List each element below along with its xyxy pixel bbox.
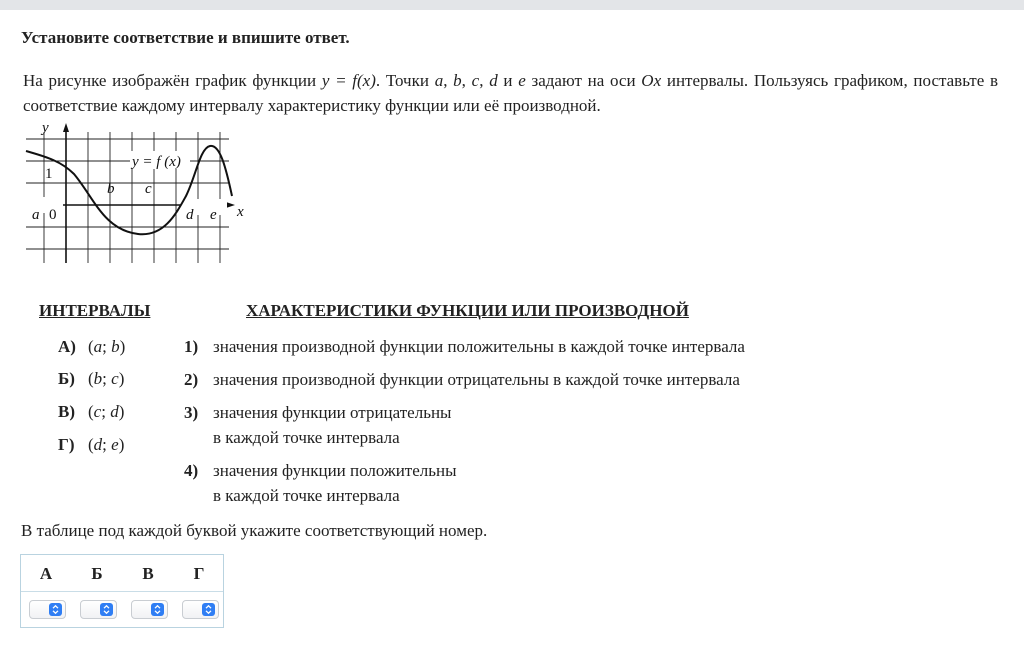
interval-row-v: В) (c; d) — [58, 402, 125, 421]
answer-table-divider — [21, 591, 223, 592]
select-arrows-icon — [151, 603, 164, 616]
characteristic-1: 1) значения производной функции положительны в каждой точке интервала — [184, 337, 745, 356]
answer-header-g: Г — [193, 564, 205, 583]
select-arrows-icon — [202, 603, 215, 616]
point-b: b — [107, 181, 115, 197]
answer-select-b[interactable] — [80, 600, 117, 619]
answer-header-v: В — [142, 564, 154, 583]
characteristic-4: 4) значения функции положительны в каждой точке интервала — [184, 461, 457, 505]
answer-header-a: А — [39, 564, 53, 583]
answer-select-a[interactable] — [29, 600, 66, 619]
task-heading: Установите соответствие и впишите ответ. — [21, 28, 350, 47]
answer-select-g[interactable] — [182, 600, 219, 619]
characteristic-2: 2) значения производной функции отрицательны в каждой точке интервала — [184, 370, 740, 389]
select-arrows-icon — [100, 603, 113, 616]
curve-label: y = f (x) — [132, 154, 181, 170]
graph-svg — [18, 118, 250, 268]
answer-header-b: Б — [91, 564, 103, 583]
select-arrows-icon — [49, 603, 62, 616]
interval-row-a: А) (a; b) — [58, 337, 126, 356]
function-graph — [18, 118, 250, 273]
y-axis-label: y — [42, 120, 49, 136]
top-bar — [0, 0, 1024, 10]
characteristics-header: ХАРАКТЕРИСТИКИ ФУНКЦИИ ИЛИ ПРОИЗВОДНОЙ — [246, 301, 689, 320]
answer-select-v[interactable] — [131, 600, 168, 619]
instruction-text: В таблице под каждой буквой укажите соответствующий номер. — [21, 521, 488, 540]
point-c: c — [145, 181, 152, 197]
answer-table — [20, 554, 224, 628]
x-axis-label: x — [237, 204, 244, 220]
point-d: d — [186, 207, 194, 223]
interval-row-g: Г) (d; e) — [58, 435, 125, 454]
task-text: На рисунке изображён график функции y = f(x). Точки a, b, c, d и e задают на оси Ox интервалы. Пользуясь графиком, поставьте в соответствие каждому интервалу характеристику функции или её производной. — [23, 71, 999, 115]
interval-row-b: Б) (b; c) — [58, 369, 125, 388]
point-e: e — [210, 207, 217, 223]
label-mask-a0 — [25, 197, 63, 213]
intervals-header: ИНТЕРВАЛЫ — [39, 301, 151, 320]
point-a: a — [32, 207, 40, 223]
characteristic-3: 3) значения функции отрицательны в каждой точке интервала — [184, 403, 452, 447]
origin-zero: 0 — [49, 207, 57, 223]
y-tick-one: 1 — [45, 166, 53, 182]
function-curve — [26, 146, 232, 234]
graph-axes — [26, 123, 235, 263]
